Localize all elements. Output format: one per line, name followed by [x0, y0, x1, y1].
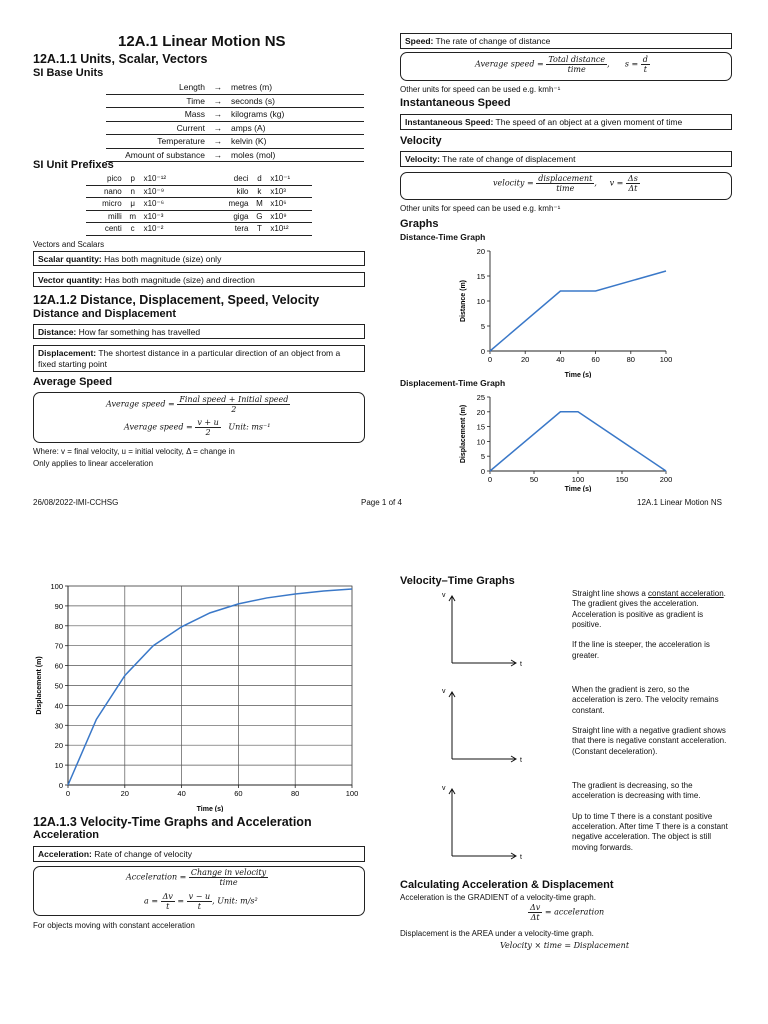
- y-tick-label: 0: [480, 347, 485, 356]
- note-text: If the line is steeper, the acceleration is greater.: [572, 640, 710, 660]
- si-unit: seconds (s): [228, 94, 364, 108]
- si-unit-row: [106, 81, 364, 94]
- eq-lhs: Average speed =: [124, 422, 193, 432]
- y-tick-label: 40: [54, 701, 63, 711]
- prefix-cell: c: [124, 223, 142, 236]
- si-unit: moles (mol): [228, 148, 364, 162]
- y-tick-label: 15: [476, 272, 485, 281]
- y-tick-label: 60: [54, 661, 63, 671]
- y-tick-label: 10: [476, 437, 485, 447]
- y-tick-label: 20: [476, 247, 485, 256]
- note-underlined: constant acceleration: [648, 589, 724, 598]
- calc-equation-1: [528, 903, 604, 922]
- vt-axes-3: [430, 781, 535, 867]
- average-speed-heading: Average Speed: [33, 376, 113, 388]
- note-text: (Constant deceleration).: [572, 746, 658, 756]
- prefix-cell: x10⁻⁶: [142, 198, 201, 211]
- si-quantity: Temperature: [106, 135, 208, 149]
- velocity-time-heading: Velocity–Time Graphs: [400, 575, 515, 587]
- y-tick-label: 20: [476, 407, 485, 417]
- prefix-cell: x10⁻⁹: [142, 185, 201, 198]
- eq-lhs: a =: [144, 896, 159, 906]
- vector-def: Has both magnitude (size) and direction: [102, 275, 255, 285]
- eq-rhs: = acceleration: [544, 907, 605, 917]
- calc-equation-2: Velocity × time = Displacement: [500, 941, 630, 950]
- distance-displacement-heading: Distance and Displacement: [33, 308, 177, 320]
- y-axis-label: Displacement (m): [460, 404, 467, 464]
- eq-num: Total distance: [548, 55, 606, 64]
- prefix-cell: x10³: [268, 185, 312, 198]
- y-tick-label: 0: [480, 467, 485, 476]
- axis-v-label: v: [442, 688, 446, 695]
- calculating-heading: Calculating Acceleration & Displacement: [400, 879, 614, 891]
- si-quantity: Current: [106, 121, 208, 135]
- linear-note: Only applies to linear acceleration: [33, 459, 154, 468]
- prefix-cell: μ: [124, 198, 142, 211]
- y-tick-label: 5: [480, 322, 485, 331]
- eq-lhs: Acceleration =: [126, 872, 187, 882]
- axis-v-label: v: [442, 785, 446, 792]
- prefix-cell: x10⁹: [268, 210, 312, 223]
- acceleration-definition-box: [33, 846, 365, 862]
- displacement-term: Displacement:: [38, 348, 97, 358]
- prefix-cell: kilo: [201, 185, 251, 198]
- eq-den: Δt: [530, 913, 540, 922]
- displacement-time-heading: Displacement-Time Graph: [400, 378, 506, 388]
- si-unit-row: [106, 121, 364, 135]
- distance-definition-box: [33, 324, 365, 339]
- eq2-num: d: [642, 55, 648, 64]
- prefix-row: [86, 185, 312, 198]
- vector-definition-box: [33, 272, 365, 287]
- eq-den: time: [556, 184, 575, 193]
- average-speed-eq2: [124, 418, 270, 437]
- section-heading-units: 12A.1.1 Units, Scalar, Vectors: [33, 52, 208, 66]
- y-tick-label: 10: [54, 761, 63, 771]
- speed-term: Speed:: [405, 36, 434, 46]
- note-text: The gradient is decreasing, so the acceleration is decreasing with time.: [572, 781, 701, 801]
- y-tick-label: 30: [54, 721, 63, 731]
- y-tick-label: 5: [480, 452, 485, 462]
- si-unit-row: [106, 135, 364, 149]
- scalar-term: Scalar quantity:: [38, 254, 102, 264]
- note-text: When the gradient is zero, so the acceleration is zero. The velocity remains constant.: [572, 685, 719, 715]
- prefix-row: [86, 223, 312, 236]
- axis-t-label: t: [520, 661, 522, 668]
- note-text: Straight line with a negative gradient shows that there is negative constant acceleration.: [572, 726, 727, 746]
- prefix-cell: x10¹²: [268, 223, 312, 236]
- x-tick-label: 0: [487, 355, 493, 364]
- axis-v-label: v: [442, 592, 446, 599]
- eq-unit: Unit: ms⁻¹: [228, 422, 271, 432]
- arrow-icon: →: [208, 81, 228, 94]
- eq-den: time: [219, 878, 238, 887]
- y-tick-label: 90: [54, 601, 63, 611]
- prefix-cell: x10⁻³: [142, 210, 201, 223]
- prefix-cell: tera: [201, 223, 251, 236]
- y-tick-label: 80: [54, 621, 63, 631]
- prefix-cell: micro: [86, 198, 124, 211]
- x-axis-label: Time (s): [564, 372, 592, 378]
- x-tick-label: 60: [234, 789, 243, 798]
- prefix-cell: x10⁻²: [142, 223, 201, 236]
- velocity-term: Velocity:: [405, 154, 440, 164]
- eq-lhs: Average speed =: [106, 399, 175, 409]
- prefix-cell: giga: [201, 210, 251, 223]
- y-tick-label: 100: [50, 582, 63, 591]
- displacement-definition-box: [33, 345, 365, 372]
- velocity-eq: velocity = $\frac{\text{displacement}}{\text{time}}$ , v = $\frac{\Delta s}{\Delta t}$: [493, 174, 638, 193]
- graphs-heading: Graphs: [400, 218, 439, 230]
- prefix-cell: d: [250, 173, 268, 185]
- calc-line-1: Acceleration is the GRADIENT of a velocity-time graph.: [400, 893, 596, 902]
- prefix-cell: milli: [86, 210, 124, 223]
- acceleration-note: For objects moving with constant acceleration: [33, 921, 195, 930]
- si-prefix-heading: SI Unit Prefixes: [33, 159, 114, 171]
- x-tick-label: 150: [615, 475, 629, 484]
- vt-note-group-1: [572, 589, 732, 661]
- y-tick-label: 15: [476, 422, 485, 432]
- footer-date: 26/08/2022-IMI-CCHSG: [33, 498, 119, 507]
- x-tick-label: 100: [659, 355, 673, 364]
- note-text: .: [723, 589, 726, 598]
- arrow-icon: →: [208, 108, 228, 122]
- y-tick-label: 20: [54, 741, 63, 751]
- note-text: Straight line shows a: [572, 589, 649, 598]
- calc-line-2: Displacement is the AREA under a velocity-time graph.: [400, 929, 594, 938]
- x-tick-label: 200: [659, 475, 673, 484]
- eq-unit: , Unit: m/s²: [212, 896, 258, 906]
- eq-num-1: Δv: [162, 892, 173, 901]
- vector-term: Vector quantity:: [38, 275, 103, 285]
- velocity-definition-box: [400, 151, 732, 167]
- si-unit: kilograms (kg): [228, 108, 364, 122]
- eq-den: time: [567, 65, 586, 74]
- average-speed-equation-box: [33, 392, 365, 443]
- instantaneous-def: The speed of an object at a given moment of time: [493, 117, 683, 127]
- eq2-lhs: s =: [624, 59, 639, 69]
- section-heading-distance: 12A.1.2 Distance, Displacement, Speed, Velocity: [33, 293, 320, 307]
- acceleration-eq1: [126, 868, 268, 887]
- si-unit: kelvin (K): [228, 135, 364, 149]
- eq-num: Final speed + Initial speed: [179, 395, 289, 404]
- y-axis-label: Displacement (m): [36, 656, 43, 715]
- si-base-units-table: [106, 81, 364, 162]
- note-text: The gradient gives the acceleration. Acceleration is positive as gradient is positive.: [572, 599, 704, 629]
- y-tick-label: 50: [54, 681, 63, 691]
- speed-def: The rate of change of distance: [433, 36, 551, 46]
- eq-equals: =: [177, 896, 185, 906]
- footer-title: 12A.1 Linear Motion NS: [637, 498, 722, 507]
- axis-t-label: t: [520, 854, 522, 861]
- y-tick-label: 10: [476, 297, 485, 306]
- x-tick-label: 20: [521, 355, 530, 364]
- y-axis-label: Distance (m): [460, 279, 467, 323]
- note-text: Up to time T there is a constant positive acceleration. After time T there is a constant negative acceleration. The object is still moving forwards.: [572, 811, 728, 852]
- prefix-cell: x10⁻¹²: [142, 173, 201, 185]
- acceleration-equation-box: [33, 866, 365, 916]
- x-tick-label: 40: [556, 355, 565, 364]
- displacement-def: The shortest distance in a particular direction of an object from a fixed starting point: [38, 348, 341, 369]
- eq2-lhs: v =: [609, 178, 624, 188]
- prefix-cell: nano: [86, 185, 124, 198]
- displacement-time-chart: [450, 390, 680, 492]
- eq-lhs: velocity =: [493, 178, 534, 188]
- si-unit-row: [106, 108, 364, 122]
- speed-definition-box: [400, 33, 732, 49]
- footer-page: Page 1 of 4: [361, 498, 402, 507]
- prefix-row: [86, 173, 312, 185]
- acceleration-term: Acceleration:: [38, 849, 92, 859]
- eq2-den: t: [643, 65, 647, 74]
- data-series-line: [490, 412, 666, 471]
- si-quantity: Mass: [106, 108, 208, 122]
- where-text: Where: v = final velocity, u = initial velocity, Δ = change in: [33, 447, 235, 456]
- velocity-heading: Velocity: [400, 135, 442, 147]
- x-axis-label: Time (s): [564, 486, 592, 492]
- prefix-cell: k: [250, 185, 268, 198]
- prefix-cell: n: [124, 185, 142, 198]
- data-series-line: [68, 589, 352, 785]
- axis-t-label: t: [520, 757, 522, 764]
- other-units-note-1: Other units for speed can be used e.g. kmh⁻¹: [400, 85, 561, 94]
- prefix-row: [86, 198, 312, 211]
- prefix-cell: x10⁻¹: [268, 173, 312, 185]
- x-tick-label: 100: [345, 789, 359, 798]
- instantaneous-term: Instantaneous Speed:: [405, 117, 494, 127]
- scalar-def: Has both magnitude (size) only: [101, 254, 222, 264]
- si-unit-row: [106, 94, 364, 108]
- eq-num-2: v − u: [188, 892, 211, 901]
- eq2-den: Δt: [628, 184, 638, 193]
- x-tick-label: 40: [177, 789, 186, 798]
- prefix-row: [86, 210, 312, 223]
- si-unit-row: [106, 148, 364, 162]
- y-tick-label: 70: [54, 641, 63, 651]
- eq-den-1: t: [166, 902, 170, 911]
- vt-axes-2: [430, 684, 535, 770]
- other-units-note-2: Other units for speed can be used e.g. kmh⁻¹: [400, 204, 561, 213]
- prefix-cell: mega: [201, 198, 251, 211]
- prefix-cell: centi: [86, 223, 124, 236]
- eq-den-2: t: [197, 902, 201, 911]
- speed-equation-box: [400, 52, 732, 81]
- distance-time-heading: Distance-Time Graph: [400, 232, 486, 242]
- prefix-cell: deci: [201, 173, 251, 185]
- y-tick-label: 25: [476, 393, 485, 402]
- distance-term: Distance:: [38, 327, 77, 337]
- eq2-num: Δs: [627, 174, 638, 183]
- arrow-icon: →: [208, 121, 228, 135]
- x-tick-label: 60: [591, 355, 600, 364]
- x-tick-label: 100: [571, 475, 585, 484]
- eq-den: 2: [231, 405, 237, 414]
- eq-num: Δv: [530, 903, 541, 912]
- displacement-curve-chart: [30, 578, 360, 812]
- x-tick-label: 0: [487, 475, 493, 484]
- speed-eq: Average speed = $\frac{\text{Total distance}}{\text{time}}$ , s = $\frac{d}{t}$: [475, 55, 648, 74]
- arrow-icon: →: [208, 94, 228, 108]
- distance-time-chart: [450, 244, 680, 378]
- si-prefix-table: [86, 173, 312, 236]
- velocity-def: The rate of change of displacement: [439, 154, 576, 164]
- average-speed-eq1: [106, 395, 290, 414]
- eq-num: displacement: [538, 174, 593, 183]
- x-tick-label: 0: [65, 789, 71, 798]
- vt-note-group-2: [572, 685, 732, 757]
- prefix-cell: x10⁶: [268, 198, 312, 211]
- eq-lhs: Average speed =: [475, 59, 544, 69]
- x-tick-label: 80: [626, 355, 635, 364]
- prefix-cell: m: [124, 210, 142, 223]
- x-tick-label: 50: [529, 475, 539, 484]
- page-title: 12A.1 Linear Motion NS: [118, 33, 286, 50]
- x-tick-label: 80: [291, 789, 300, 798]
- distance-def: How far something has travelled: [76, 327, 201, 337]
- si-quantity: Length: [106, 81, 208, 94]
- prefix-cell: G: [250, 210, 268, 223]
- data-series-line: [490, 271, 666, 351]
- acceleration-def: Rate of change of velocity: [91, 849, 193, 859]
- x-axis-label: Time (s): [196, 806, 224, 812]
- vt-axes-1: [430, 588, 535, 674]
- acceleration-heading: Acceleration: [33, 829, 100, 841]
- arrow-icon: →: [208, 135, 228, 149]
- si-quantity: Amount of substance: [106, 148, 208, 162]
- x-tick-label: 20: [120, 789, 129, 798]
- y-tick-label: 0: [58, 781, 63, 790]
- si-base-units-heading: SI Base Units: [33, 67, 104, 79]
- arrow-icon: →: [208, 148, 228, 162]
- eq-den: 2: [205, 428, 211, 437]
- vt-note-group-3: [572, 781, 732, 853]
- instantaneous-speed-box: [400, 114, 732, 130]
- prefix-cell: pico: [86, 173, 124, 185]
- si-unit: metres (m): [228, 81, 364, 94]
- velocity-equation-box: [400, 172, 732, 200]
- scalar-definition-box: [33, 251, 365, 266]
- section-heading-acceleration: 12A.1.3 Velocity-Time Graphs and Acceleration: [33, 815, 312, 829]
- prefix-cell: T: [250, 223, 268, 236]
- instantaneous-speed-heading: Instantaneous Speed: [400, 97, 511, 109]
- prefix-cell: M: [250, 198, 268, 211]
- acceleration-eq2: [144, 892, 258, 911]
- prefix-cell: p: [124, 173, 142, 185]
- eq-num: Change in velocity: [190, 868, 267, 877]
- eq-num: v + u: [197, 418, 219, 427]
- si-unit: amps (A): [228, 121, 364, 135]
- vectors-scalars-label: Vectors and Scalars: [33, 240, 105, 249]
- si-quantity: Time: [106, 94, 208, 108]
